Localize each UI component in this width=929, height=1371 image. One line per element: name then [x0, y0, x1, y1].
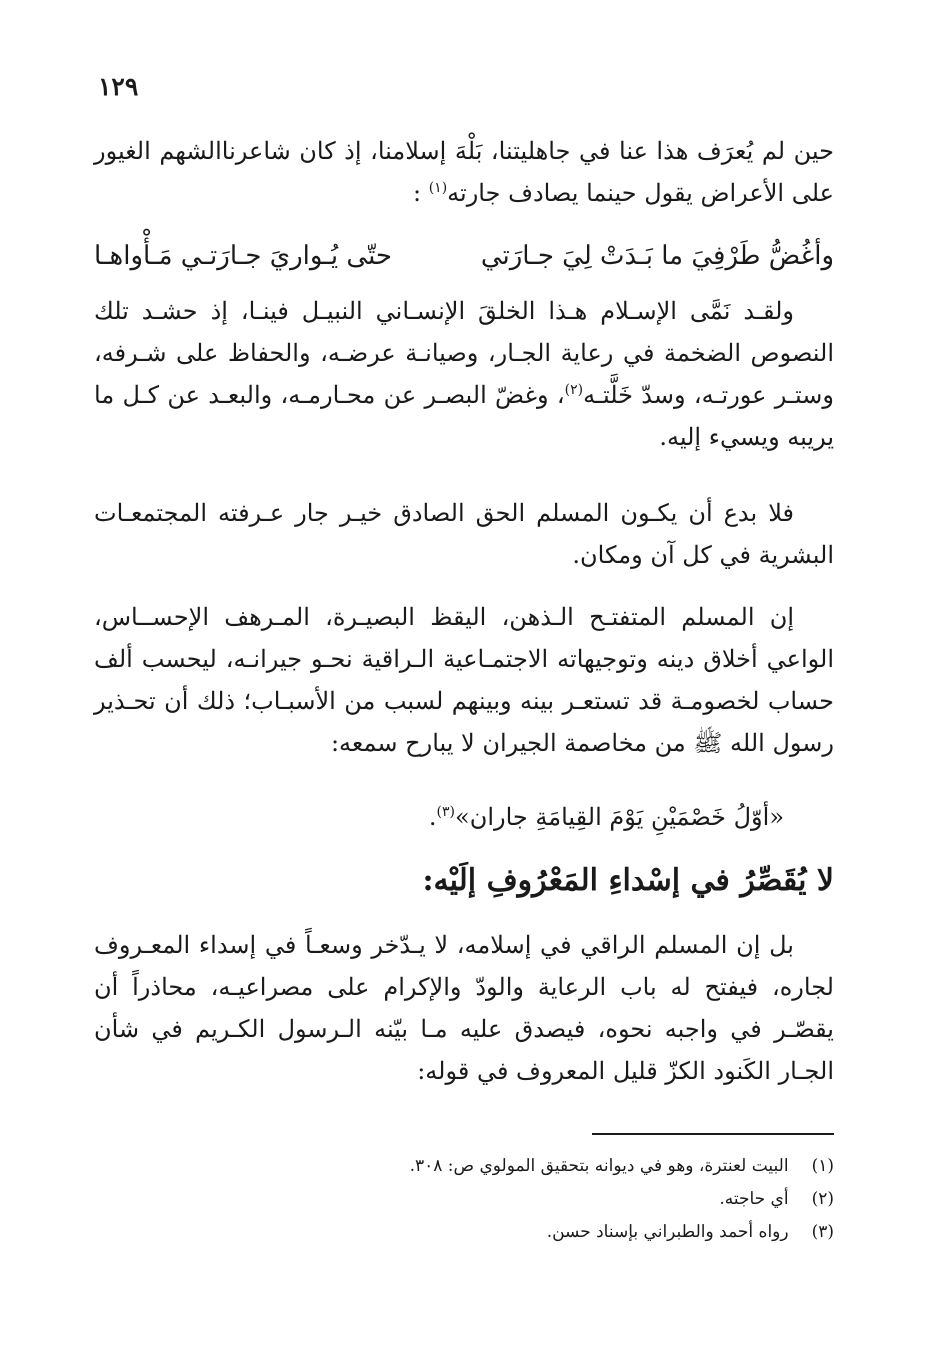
paragraph-1 — [94, 130, 834, 214]
footnote-3-text: رواه أحمد والطبراني بإسناد حسن. — [546, 1222, 789, 1242]
verse-second-hemistich: حتّى يُـواريَ جـارَتـي مَـأْواهـا — [94, 241, 392, 271]
footnotes — [300, 1150, 834, 1249]
paragraph-2-text-a: ولقـد نَمَّى الإسـلام هـذا الخلقَ الإنسـاني النبيـل فينـا، إذ حشـد تلك النصوص الضخمة في رعاية الجـار، وصيانـة عرضـه، والحفاظ على شـرفه، وستـر عورتـه، وسدّ خَلَّتـه — [94, 297, 835, 409]
paragraph-4-block — [94, 596, 834, 764]
footnote-2-text: أي حاجته. — [719, 1189, 789, 1209]
footnote-divider — [592, 1133, 834, 1135]
section-heading: لا يُقَصِّرُ في إسْداءِ المَعْرُوفِ إلَيْه: — [422, 863, 834, 898]
paragraph-5: بل إن المسلم الراقي في إسلامه، لا يـدّخر وسعـاً في إسداء المعـروف لجاره، فيفتح له باب الرعاية والودّ والإكرام على مصراعيـه، محاذراً أن يقصّـر في واجبه نحوه، فيصدق عليه مـا بيّنه الـرسول الكـريم في شأن الجـار الكَنود الكزّ قليل المعروف في قوله: — [94, 931, 834, 1085]
verse-first-hemistich: وأغُضُّ طَرْفِيَ ما بَـدَتْ لِيَ جـارَتي — [480, 241, 834, 271]
paragraph-1-text: حين لم يُعرَف هذا عنا في جاهليتنا، بَلْهَ إسلامنا، إذ كان شاعرناالشهم الغيور على الأعراض يقول حينما يصادف جارته — [94, 137, 834, 207]
hadith-text: «أوّلُ خَصْمَيْنِ يَوْمَ القِيامَةِ جاران» — [455, 803, 784, 831]
footnote-1-text: البيت لعنترة، وهو في ديوانه بتحقيق المولوي ص: ٣٠٨. — [409, 1156, 789, 1176]
footnote-2 — [300, 1183, 834, 1216]
footnote-3 — [300, 1216, 834, 1249]
footnote-ref-2[interactable]: (٢) — [564, 382, 584, 398]
paragraph-3: فلا بدع أن يكـون المسلم الحق الصادق خيـر جار عـرفته المجتمعـات البشرية في كل آن ومكان. — [94, 499, 834, 569]
paragraph-2-text-b: ، وغضّ البصـر عن محـارمـه، والبعـد عن كـل ما يريبه ويسيء إليه. — [94, 381, 834, 451]
footnote-1 — [300, 1150, 834, 1183]
paragraph-4: إن المسلم المتفتـح الـذهن، اليقظ البصيـرة، المـرهف الإحســاس، الواعي أخلاق دينه وتوجيهاته الاجتمـاعية الـراقية نحـو جيرانـه، ليحسب ألف حساب لخصومـة قد تستعـر بينه وبينهم لسبب من الأسبـاب؛ ذلك أن تحـذير رسول الله ﷺ من مخاصمة الجيران لا يبارح سمعه: — [94, 603, 834, 757]
hadith-quote — [94, 796, 784, 838]
footnote-3-number: (٣) — [811, 1222, 834, 1242]
footnote-2-number: (٢) — [811, 1189, 834, 1209]
footnote-ref-3[interactable]: (٣) — [436, 804, 456, 820]
paragraph-5-block — [94, 924, 834, 1092]
page-number: ١٢٩ — [98, 72, 139, 101]
footnote-1-number: (١) — [811, 1156, 834, 1176]
footnote-ref-1[interactable]: (١) — [428, 180, 448, 196]
poetry-verse — [94, 234, 834, 278]
hadith-end: . — [428, 803, 437, 831]
paragraph-1-block — [94, 130, 834, 214]
paragraph-2-block — [94, 290, 834, 458]
paragraph-2 — [94, 290, 834, 458]
paragraph-3-block — [94, 492, 834, 576]
paragraph-1-end: : — [412, 179, 429, 207]
